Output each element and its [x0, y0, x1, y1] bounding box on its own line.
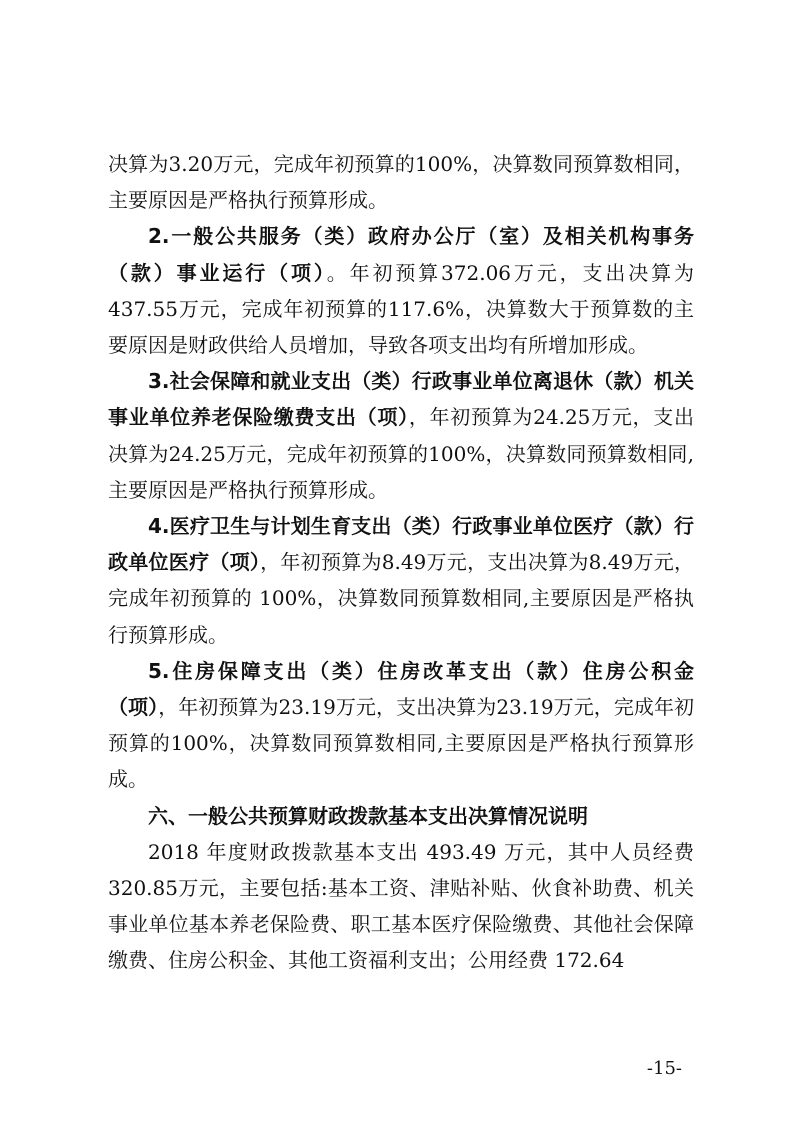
- paragraph-item-3: [108, 363, 694, 508]
- paragraph-text: 决算为3.20万元，完成年初预算的100%，决算数同预算数相同，主要原因是严格执行预算形成。: [108, 152, 694, 213]
- section-heading: 六、一般公共预算财政拨款基本支出决算情况说明: [148, 803, 588, 828]
- paragraph-text: ，年初预算为8.49万元，支出决算为8.49万元，完成年初预算的 100%，决算数同预算数相同,主要原因是严格执行预算形成。: [108, 550, 695, 647]
- page-number: -15-: [646, 1058, 682, 1079]
- document-page: [108, 146, 694, 979]
- paragraph-item-2: [108, 218, 694, 363]
- paragraph-lead: 2.一般公共服务（类）政府办公厅（室）及相关机构事务（款）事业运行（项）: [108, 224, 694, 285]
- paragraph-item-5: [108, 653, 694, 798]
- paragraph-text: ，年初预算为24.25万元，支出决算为24.25万元，完成年初预算的100%，决算数同预算数相同,主要原因是严格执行预算形成。: [108, 405, 694, 502]
- paragraph-text: ，年初预算为23.19万元，支出决算为23.19万元，完成年初预算的100%，决算数同预算数相同,主要原因是严格执行预算形成。: [108, 695, 695, 792]
- paragraph-text: 。年初预算372.06万元，支出决算为437.55万元，完成年初预算的117.6%，决算数大于预算数的主要原因是财政供给人员增加，导致各项支出均有所增加形成。: [108, 260, 694, 358]
- paragraph-basic-expenditure: 2018 年度财政拨款基本支出 493.49 万元，其中人员经费320.85万元，主要包括:基本工资、津贴补贴、伙食补助费、机关事业单位基本养老保险费、职工基本医疗保险缴费、其他社会保障缴费、住房公积金、其他工资福利支出；公用经费 172.64: [108, 839, 694, 973]
- paragraph-continuation: [108, 146, 694, 218]
- paragraph-item-4: [108, 508, 694, 653]
- paragraph-lead: 3.社会保障和就业支出（类）行政事业单位离退休（款）机关事业单位养老保险缴费支出（项）: [108, 369, 694, 430]
- paragraph-lead: 4.医疗卫生与计划生育支出（类）行政事业单位医疗（款）行政单位医疗（项）: [108, 514, 694, 575]
- paragraph-lead: 5.住房保障支出（类）住房改革支出（款）住房公积金（项）: [108, 658, 694, 720]
